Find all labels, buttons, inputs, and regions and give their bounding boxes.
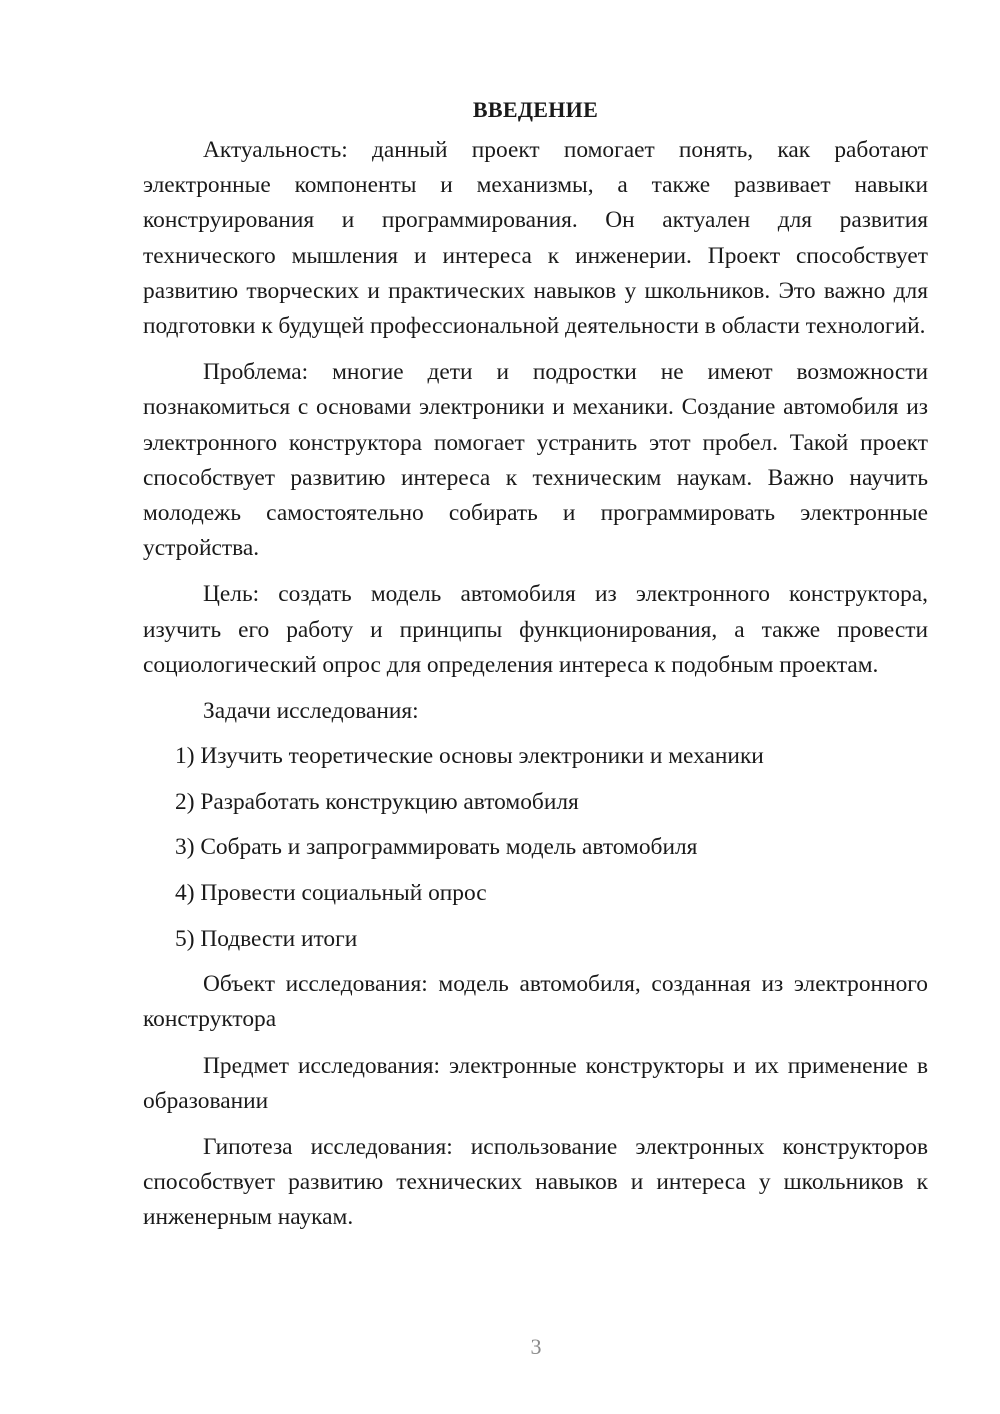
relevance-paragraph: Актуальность: данный проект помогает понять, как работают электронные компоненты и механизмы, а также развивает навыки конструирования и программирования. Он актуален для развития технического мышления и интереса к инженерии. Проект способствует развитию творческих и практических навыков у школьников. Это важно для подготовки к будущей профессиональной деятельности в области технологий. [143,137,928,340]
page-heading: ВВЕДЕНИЕ [472,97,599,122]
object-paragraph: Объект исследования: модель автомобиля, созданная из электронного конструктора [143,971,928,1033]
task-item: 5) Подвести итоги [175,925,358,952]
goal-paragraph: Цель: создать модель автомобиля из электронного конструктора, изучить его работу и принципы функционирования, а также провести социологический опрос для определения интереса к подобным проектам. [143,581,928,678]
page-number: 3 [530,1334,542,1359]
task-item: 1) Изучить теоретические основы электроники и механики [175,743,764,770]
problem-paragraph: Проблема: многие дети и подростки не имеют возможности познакомиться с основами электроники и механики. Создание автомобиля из электронного конструктора помогает устранить этот пробел. Такой проект способствует развитию интереса к техническим наукам. Важно научить молодежь самостоятельно собирать и программировать электронные устройства. [143,359,928,562]
hypothesis-paragraph: Гипотеза исследования: использование электронных конструкторов способствует развитию технических навыков и интереса у школьников к инженерным наукам. [143,1134,928,1231]
subject-paragraph: Предмет исследования: электронные конструкторы и их применение в образовании [143,1052,928,1114]
tasks-title: Задачи исследования: [203,698,419,725]
page-content [143,92,928,1247]
task-item: 2) Разработать конструкцию автомобиля [175,788,579,815]
task-item: 3) Собрать и запрограммировать модель автомобиля [175,834,698,861]
task-item: 4) Провести социальный опрос [175,880,487,907]
task-list [143,739,928,957]
